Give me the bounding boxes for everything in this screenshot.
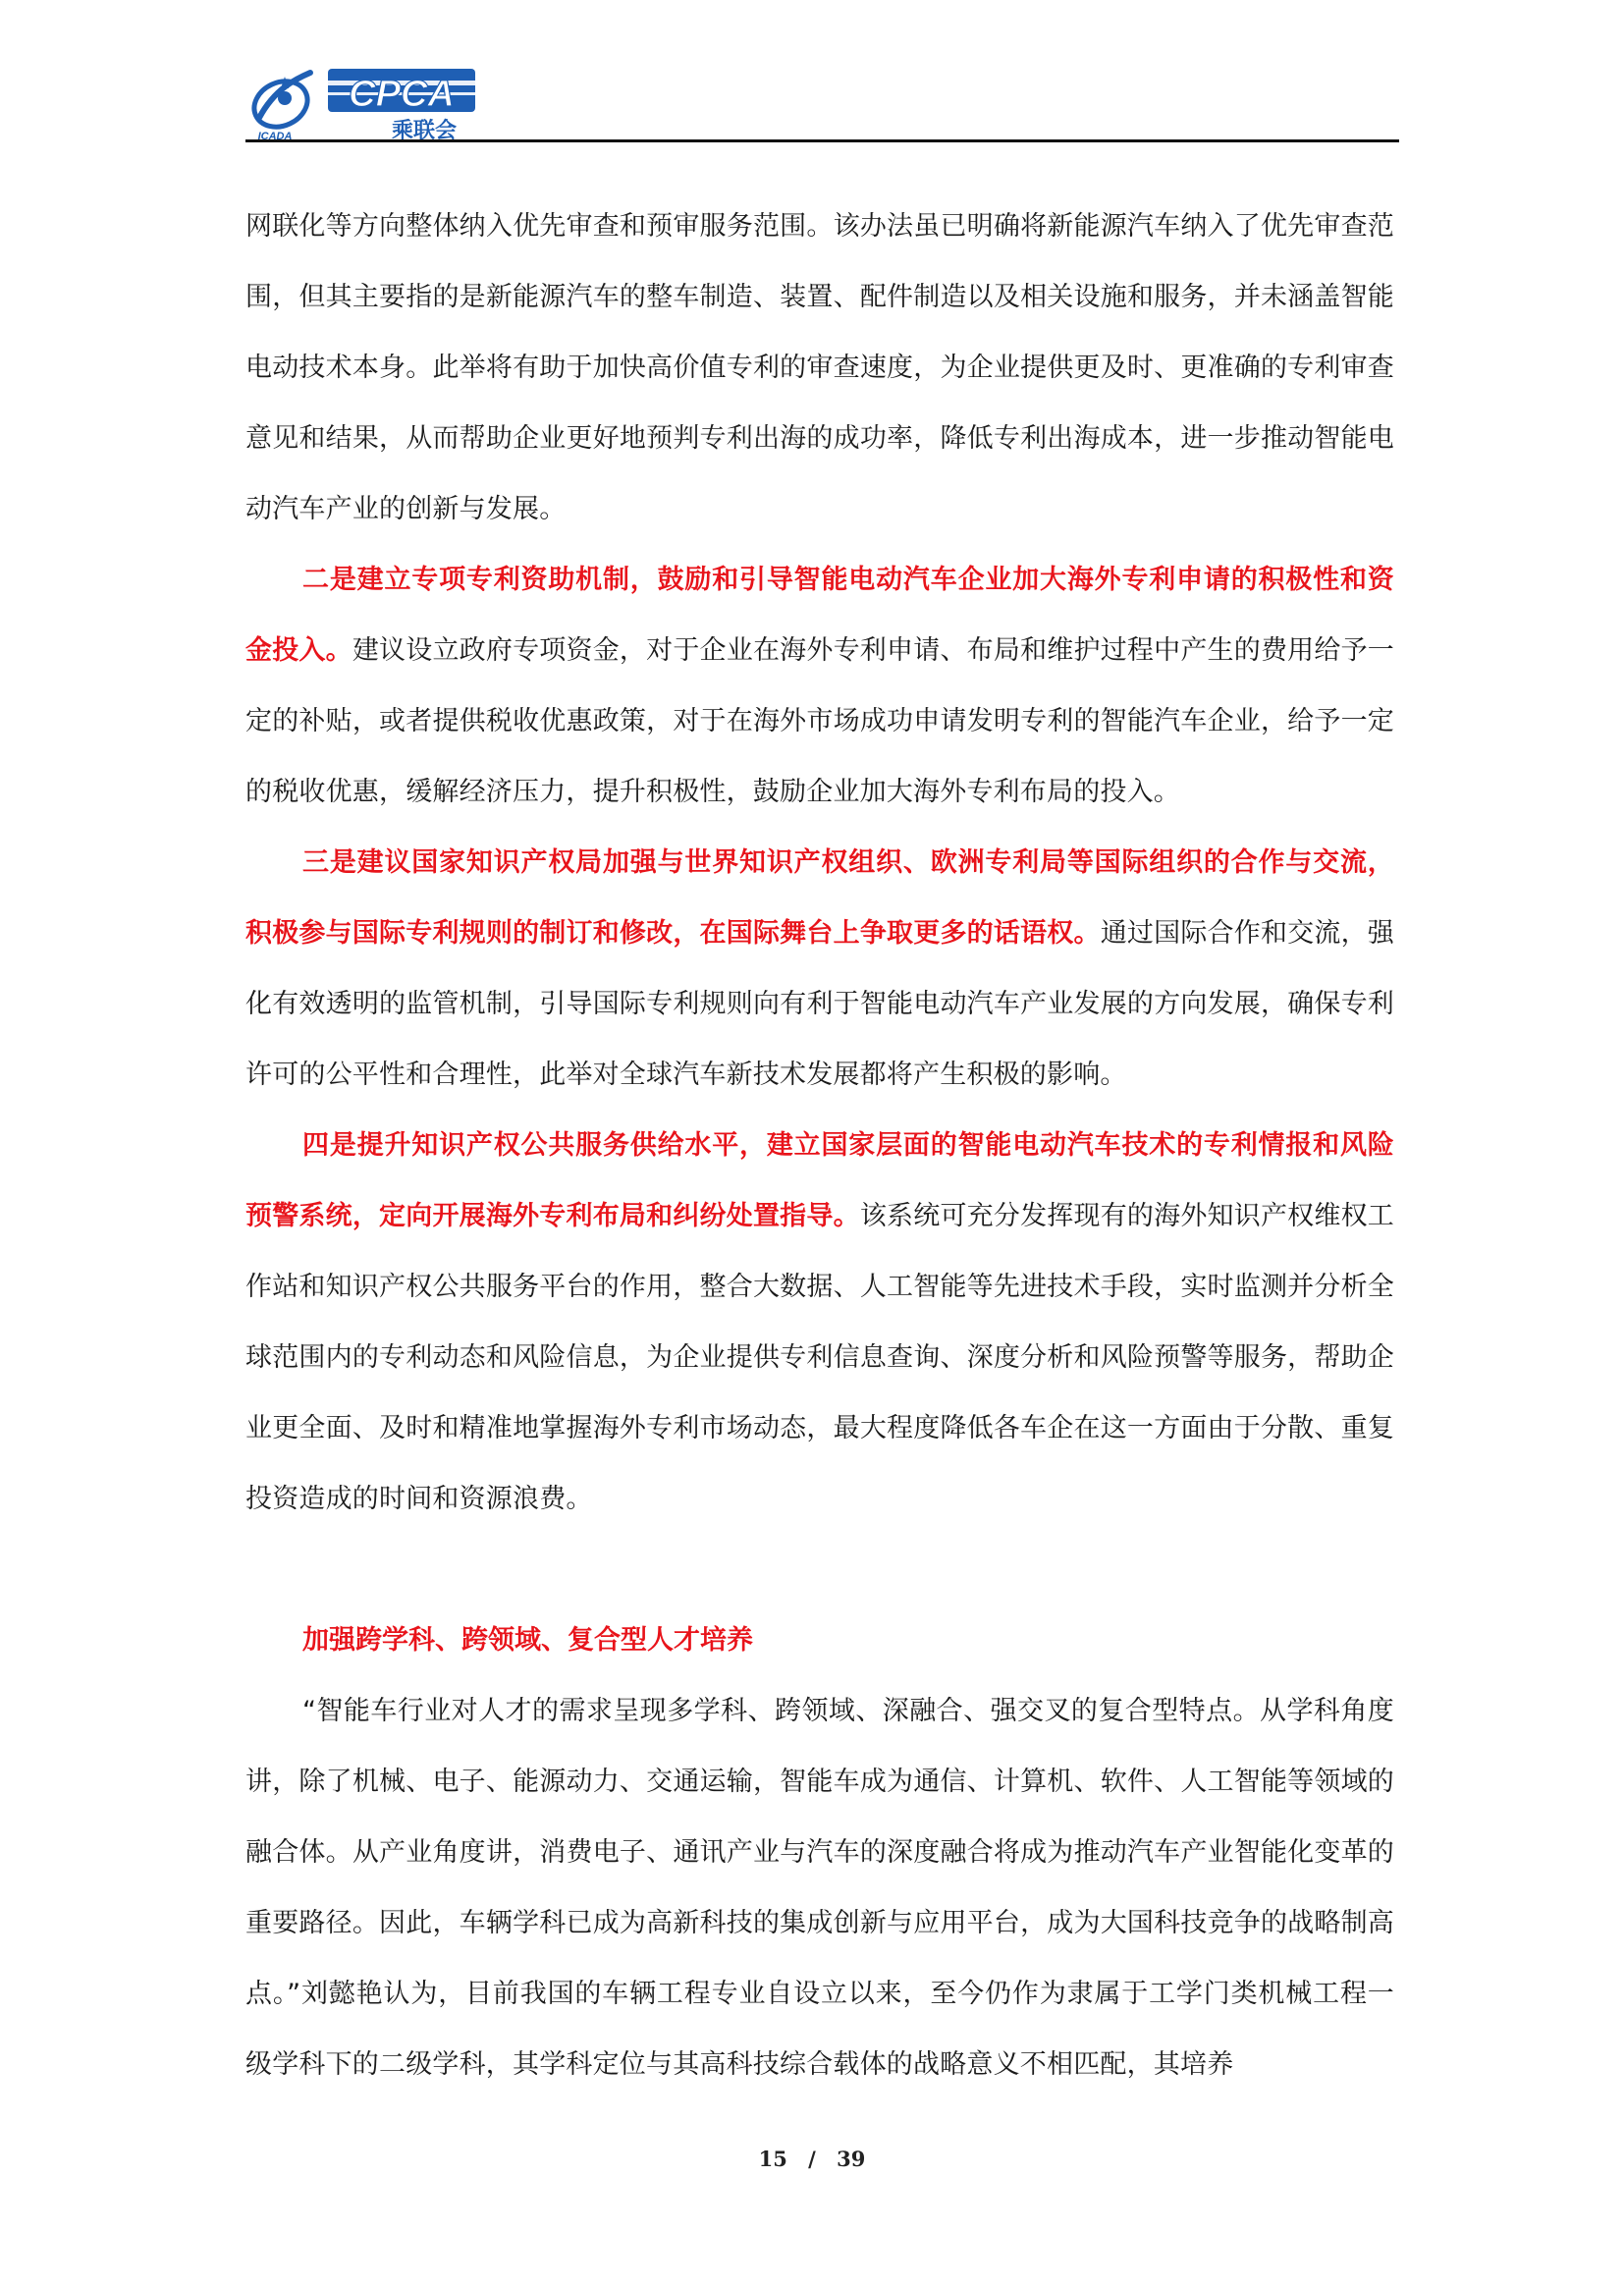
section-heading: 加强跨学科、跨领域、复合型人才培养 bbox=[302, 1625, 753, 1656]
paragraph-4-text: 该系统可充分发挥现有的海外知识产权维权工作站和知识产权公共服务平台的作用，整合大数据、人工智能等先进技术手段，实时监测并分析全球范围内的专利动态和风险信息，为企业提供专利信息查询、深度分析和风险预警等服务，帮助企业更全面、及时和精准地掌握海外专利市场动态，最大程度降低各车企在这一方面由于分散、重复投资造成的时间和资源浪费。 bbox=[245, 1201, 1395, 1514]
paragraph-2-emphasis: 二是建立专项专利资助机制，鼓励和引导智能电动汽车企业加大海外专利申请的积极性和资金投入。 bbox=[245, 565, 1394, 666]
header-rule bbox=[245, 139, 1399, 142]
svg-text:ICADA: ICADA bbox=[257, 131, 293, 141]
paragraph-2-text: 建议设立政府专项资金，对于企业在海外专利申请、布局和维护过程中产生的费用给予一定的补贴，或者提供税收优惠政策，对于在海外市场成功申请发明专利的智能汽车企业，给予一定的税收优惠，缓解经济压力，提升积极性，鼓励企业加大海外专利布局的投入。 bbox=[245, 635, 1394, 807]
page-header bbox=[245, 59, 1399, 143]
paragraph-1-text: 网联化等方向整体纳入优先审查和预审服务范围。该办法虽已明确将新能源汽车纳入了优先审查范围，但其主要指的是新能源汽车的整车制造、装置、配件制造以及相关设施和服务，并未涵盖智能电动技术本身。此举将有助于加快高价值专利的审查速度，为企业提供更及时、更准确的专利审查意见和结果，从而帮助企业更好地预判专利出海的成功率，降低专利出海成本，进一步推动智能电动汽车产业的创新与发展。 bbox=[245, 211, 1394, 524]
page-footer bbox=[0, 2147, 1624, 2171]
paragraph-4 bbox=[245, 1111, 1394, 1535]
page-number-current: 15 bbox=[758, 2147, 787, 2171]
cpca-logo bbox=[245, 59, 481, 141]
svg-text:CPCA: CPCA bbox=[349, 74, 455, 115]
section-spacer bbox=[245, 1535, 1394, 1605]
paragraph-3-text: 通过国际合作和交流，强化有效透明的监管机制，引导国际专利规则向有利于智能电动汽车产业发展的方向发展，确保专利许可的公平性和合理性，此举对全球汽车新技术发展都将产生积极的影响。 bbox=[245, 918, 1394, 1090]
paragraph-3-emphasis: 三是建议国家知识产权局加强与世界知识产权组织、欧洲专利局等国际组织的合作与交流，积极参与国际专利规则的制订和修改，在国际舞台上争取更多的话语权。 bbox=[245, 847, 1394, 949]
svg-text:乘联会: 乘联会 bbox=[391, 119, 458, 141]
page-number-total: 39 bbox=[837, 2147, 866, 2171]
paragraph-3 bbox=[245, 828, 1394, 1111]
closing-paragraph: “智能车行业对人才的需求呈现多学科、跨领域、深融合、强交叉的复合型特点。从学科角度讲，除了机械、电子、能源动力、交通运输，智能车成为通信、计算机、软件、人工智能等领域的融合体。从产业角度讲，消费电子、通讯产业与汽车的深度融合将成为推动汽车产业智能化变革的重要路径。因此，车辆学科已成为高新科技的集成创新与应用平台，成为大国科技竞争的战略制高点。”刘懿艳认为，目前我国的车辆工程专业自设立以来，至今仍作为隶属于工学门类机械工程一级学科下的二级学科，其学科定位与其高科技综合载体的战略意义不相匹配，其培养 bbox=[245, 1696, 1394, 2080]
page-number-separator: / bbox=[808, 2147, 816, 2171]
paragraph-2 bbox=[245, 545, 1394, 828]
paragraph-1 bbox=[245, 191, 1394, 545]
article-body bbox=[245, 191, 1394, 2100]
paragraph-4-emphasis: 四是提升知识产权公共服务供给水平，建立国家层面的智能电动汽车技术的专利情报和风险预警系统，定向开展海外专利布局和纠纷处置指导。 bbox=[245, 1130, 1394, 1231]
